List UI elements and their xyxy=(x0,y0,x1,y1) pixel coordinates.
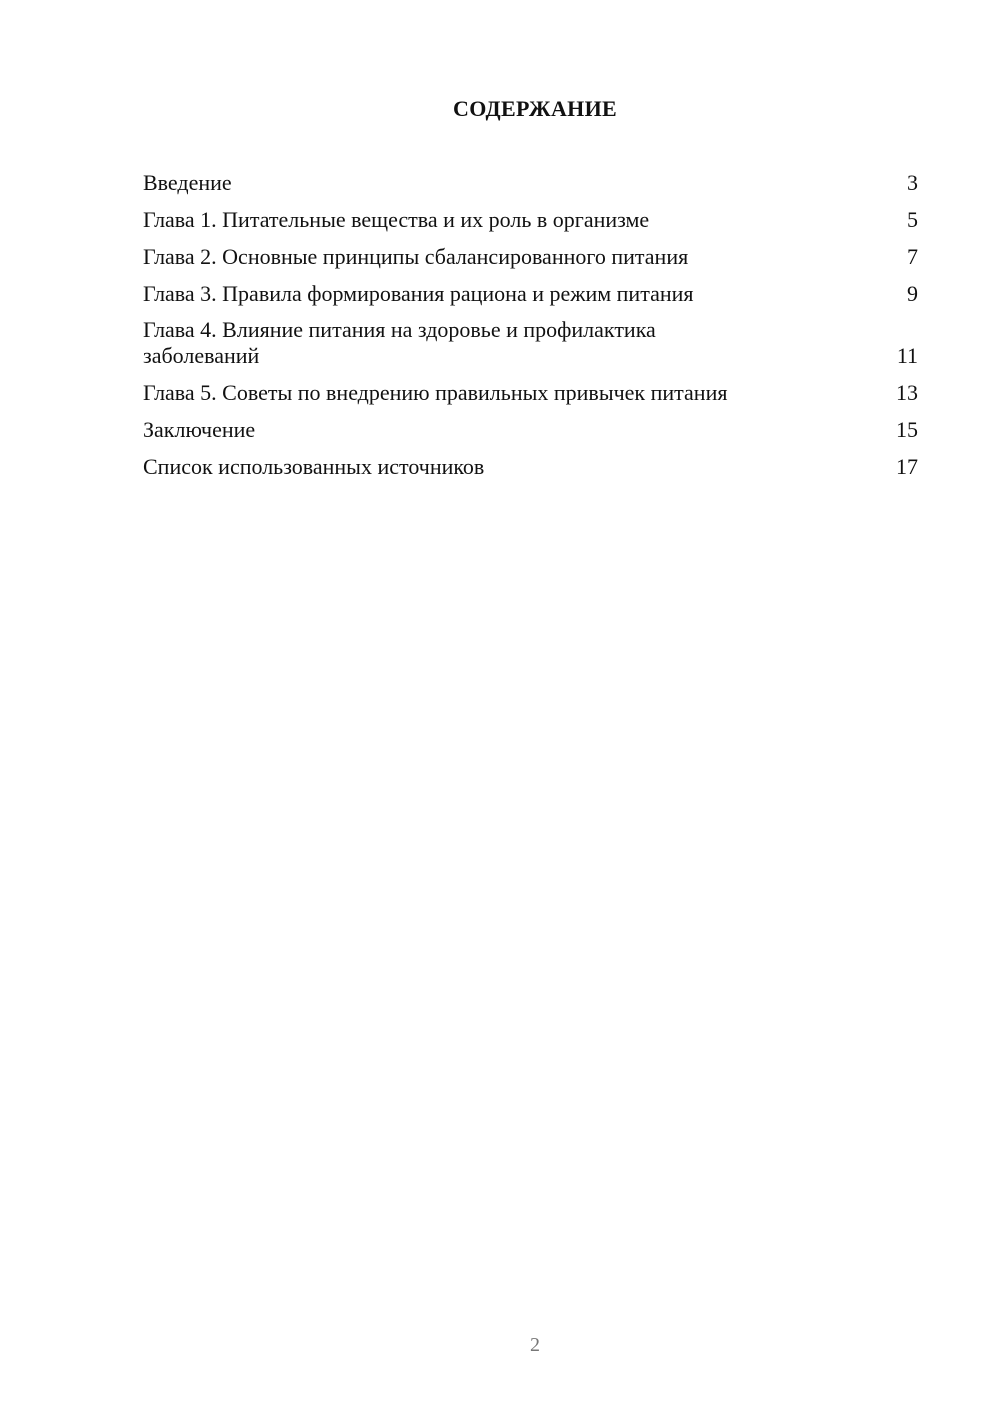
toc-entry-chapter-1 xyxy=(143,207,918,233)
toc-entry-text: Глава 1. Питательные вещества и их роль в организме xyxy=(143,207,650,232)
toc-entry-references xyxy=(143,454,918,480)
toc-entry-chapter-3 xyxy=(143,281,918,307)
toc-entry-page: 17 xyxy=(896,454,918,479)
toc-entry-page: 15 xyxy=(896,417,918,442)
toc-entry-text: Глава 3. Правила формирования рациона и режим питания xyxy=(143,281,694,306)
toc-entry-chapter-5 xyxy=(143,380,918,406)
toc-entry-page: 9 xyxy=(907,281,918,306)
toc-entry-chapter-4 xyxy=(143,317,918,369)
toc-entry-text: Заключение xyxy=(143,417,256,442)
toc-entry-text: Список использованных источников xyxy=(143,454,485,479)
toc-entry-page: 11 xyxy=(896,343,918,368)
toc-entry-text: Глава 5. Советы по внедрению правильных привычек питания xyxy=(143,380,728,405)
toc-entry-introduction xyxy=(143,170,918,196)
toc-entry-page: 7 xyxy=(907,244,918,269)
toc-entry-text: Глава 2. Основные принципы сбалансированного питания xyxy=(143,244,689,269)
toc-title: СОДЕРЖАНИЕ xyxy=(453,96,617,121)
page-number: 2 xyxy=(530,1334,540,1356)
toc-entry-chapter-2 xyxy=(143,244,918,270)
toc-entry-conclusion xyxy=(143,417,918,443)
toc-entry-text: Введение xyxy=(143,170,232,195)
toc-entry-page: 3 xyxy=(907,170,918,195)
toc-entry-page: 5 xyxy=(907,207,918,232)
table-of-contents xyxy=(143,170,918,491)
toc-entry-page: 13 xyxy=(896,380,918,405)
toc-entry-text: Глава 4. Влияние питания на здоровье и профилактика заболеваний xyxy=(143,317,656,368)
